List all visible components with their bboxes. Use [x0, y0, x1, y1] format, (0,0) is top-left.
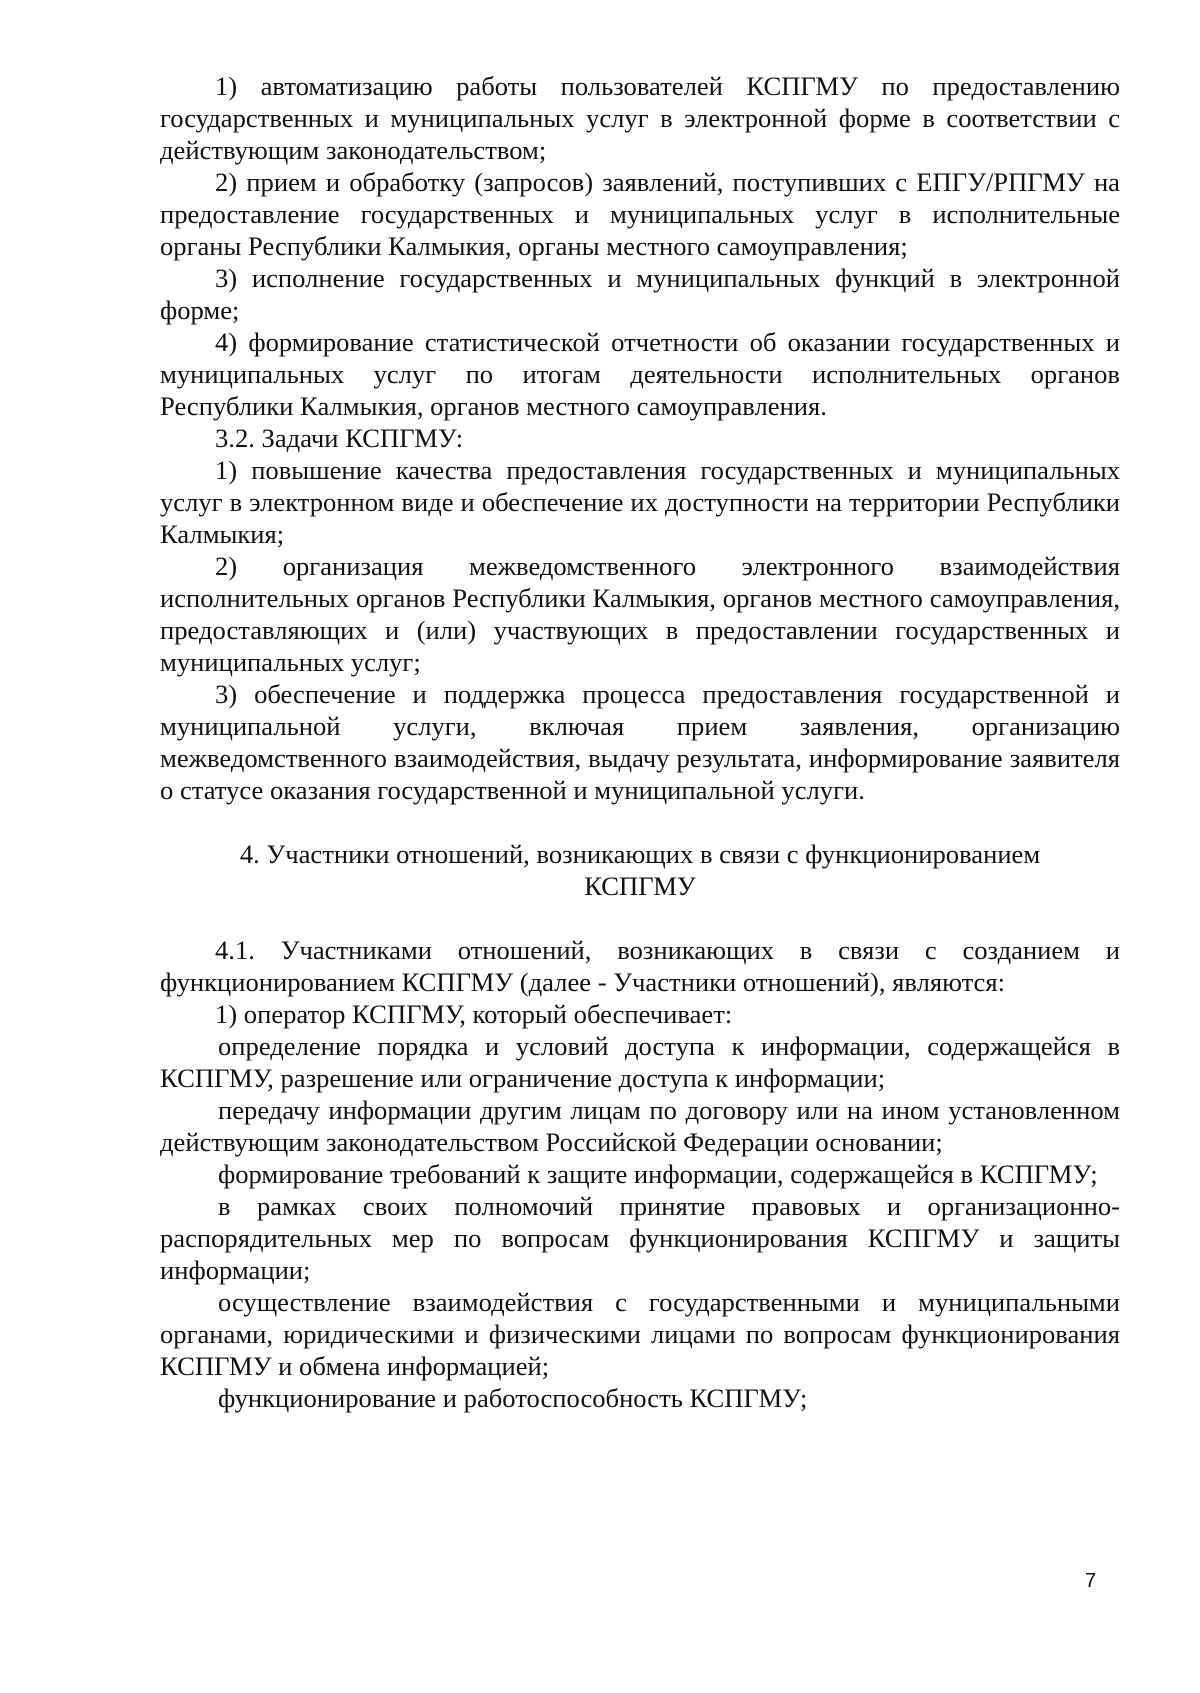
paragraph-item-4-statistics: 4) формирование статистической отчетности об оказании государственных и муниципальных услуг по итогам деятельности исполнительных органов Республики Калмыкия, органов местного самоуправления.	[160, 327, 1120, 421]
paragraph-item-2-reception: 2) прием и обработку (запросов) заявлений, поступивших с ЕПГУ/РПГМУ на предоставление государственных и муниципальных услуг в исполнительные органы Республики Калмыкия, органы местного самоуправления;	[160, 167, 1120, 261]
paragraph-operability: функционирование и работоспособность КСПГМУ;	[218, 1383, 808, 1413]
spacer	[160, 806, 1120, 838]
paragraph-3-2-tasks-title: 3.2. Задачи КСПГМУ:	[215, 423, 464, 453]
paragraph-access-rules: определение порядка и условий доступа к информации, содержащейся в КСПГМУ, разрешение или ограничение доступа к информации;	[160, 1031, 1120, 1093]
paragraph-info-transfer: передачу информации другим лицам по договору или на ином установленном действующим законодательством Российской Федерации основании;	[160, 1095, 1120, 1157]
document-body	[160, 70, 1120, 1414]
paragraph-item-1-automation: 1) автоматизацию работы пользователей КСПГМУ по предоставлению государственных и муниципальных услуг в электронной форме в соответствии с действующим законодательством;	[160, 71, 1120, 165]
paragraph-legal-measures: в рамках своих полномочий принятие правовых и организационно-распорядительных мер по вопросам функционирования КСПГМУ и защиты информации;	[160, 1191, 1120, 1285]
paragraph-item-3-functions: 3) исполнение государственных и муниципальных функций в электронной форме;	[160, 263, 1120, 325]
paragraph-operator: 1) оператор КСПГМУ, который обеспечивает:	[215, 999, 733, 1029]
paragraph-interaction: осуществление взаимодействия с государственными и муниципальными органами, юридическими и физическими лицами по вопросам функционирования КСПГМУ и обмена информацией;	[160, 1287, 1120, 1381]
paragraph-task-1: 1) повышение качества предоставления государственных и муниципальных услуг в электронном виде и обеспечение их доступности на территории Республики Калмыкия;	[160, 455, 1120, 549]
section-4-heading-line-1: 4. Участники отношений, возникающих в связи с функционированием	[239, 839, 1041, 869]
paragraph-4-1-participants: 4.1. Участниками отношений, возникающих в связи с созданием и функционированием КСПГМУ (далее - Участники отношений), являются:	[160, 935, 1120, 997]
page-number: 7	[1085, 1570, 1097, 1592]
section-4-heading-line-2: КСПГМУ	[584, 871, 696, 901]
paragraph-task-2: 2) организация межведомственного электронного взаимодействия исполнительных органов Республики Калмыкия, органов местного самоуправления, предоставляющих и (или) участвующих в предоставлении государственных и муниципальных услуг;	[160, 551, 1120, 677]
paragraph-protection-requirements: формирование требований к защите информации, содержащейся в КСПГМУ;	[218, 1159, 1098, 1189]
spacer	[160, 902, 1120, 934]
paragraph-task-3: 3) обеспечение и поддержка процесса предоставления государственной и муниципальной услуги, включая прием заявления, организацию межведомственного взаимодействия, выдачу результата, информирование заявителя о статусе оказания государственной и муниципальной услуги.	[160, 679, 1120, 805]
